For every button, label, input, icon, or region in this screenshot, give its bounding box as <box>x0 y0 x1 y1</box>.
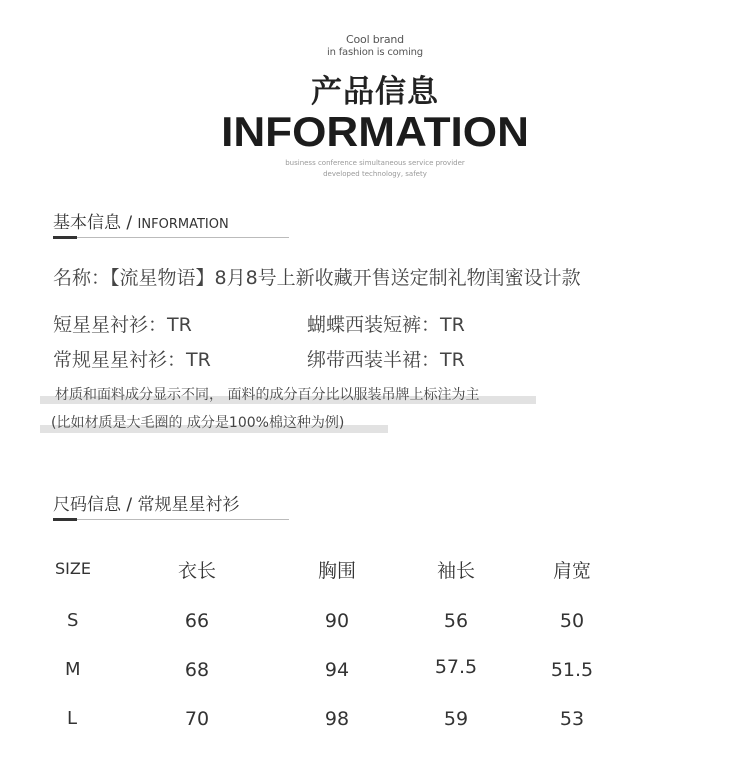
table-cell: 51.5 <box>550 659 594 681</box>
attr-item: 蝴蝶西装短裤：TR <box>307 314 465 336</box>
table-cell: 50 <box>559 610 585 632</box>
table-cell-size: M <box>65 659 81 680</box>
section-title-basic-en: INFORMATION <box>137 217 229 232</box>
page-title-cn: 产品信息 <box>311 74 439 110</box>
table-cell: 98 <box>324 708 350 730</box>
section-divider <box>53 519 289 520</box>
material-note-example: (比如材质是大毛圈的 成分是100%棉这种为例) <box>51 415 345 431</box>
subline-2: developed technology, safety <box>323 170 427 178</box>
table-cell-size: L <box>67 708 78 729</box>
tagline-fashion: in fashion is coming <box>327 47 423 58</box>
table-cell: 90 <box>324 610 350 632</box>
page-title-en: INFORMATION <box>221 108 529 155</box>
table-header-chest: 胸围 <box>317 560 356 582</box>
attr-item: 绑带西装半裙：TR <box>307 349 465 371</box>
section-title-basic <box>53 208 229 233</box>
section-divider-mark <box>53 518 77 521</box>
material-note: 材质和面料成分显示不同， 面料的成分百分比以服装吊牌上标注为主 <box>55 387 480 403</box>
attr-item: 常规星星衬衫：TR <box>53 349 211 371</box>
table-cell: 70 <box>184 708 210 730</box>
section-divider <box>53 237 289 238</box>
section-divider-mark <box>53 236 77 239</box>
attr-item: 短星星衬衫：TR <box>53 314 192 336</box>
table-header-length: 衣长 <box>177 560 216 582</box>
table-cell: 66 <box>184 610 210 632</box>
section-title-basic-cn: 基本信息 / <box>53 213 138 233</box>
table-cell: 57.5 <box>434 656 478 678</box>
table-cell: 59 <box>443 708 469 730</box>
section-title-size: 尺码信息 / 常规星星衬衫 <box>53 495 240 515</box>
table-cell: 56 <box>443 610 469 632</box>
tagline-cool-brand: Cool brand <box>346 33 404 46</box>
table-cell-size: S <box>67 610 79 631</box>
subline-1: business conference simultaneous service provider <box>285 159 465 167</box>
table-header-sleeve: 袖长 <box>436 560 475 582</box>
table-cell: 94 <box>324 659 350 681</box>
table-header-size: SIZE <box>55 559 91 578</box>
product-name: 名称：【流星物语】8月8号上新收藏开售送定制礼物闺蜜设计款 <box>53 267 581 289</box>
table-cell: 53 <box>559 708 585 730</box>
table-header-shoulder: 肩宽 <box>552 560 591 582</box>
table-cell: 68 <box>184 659 210 681</box>
